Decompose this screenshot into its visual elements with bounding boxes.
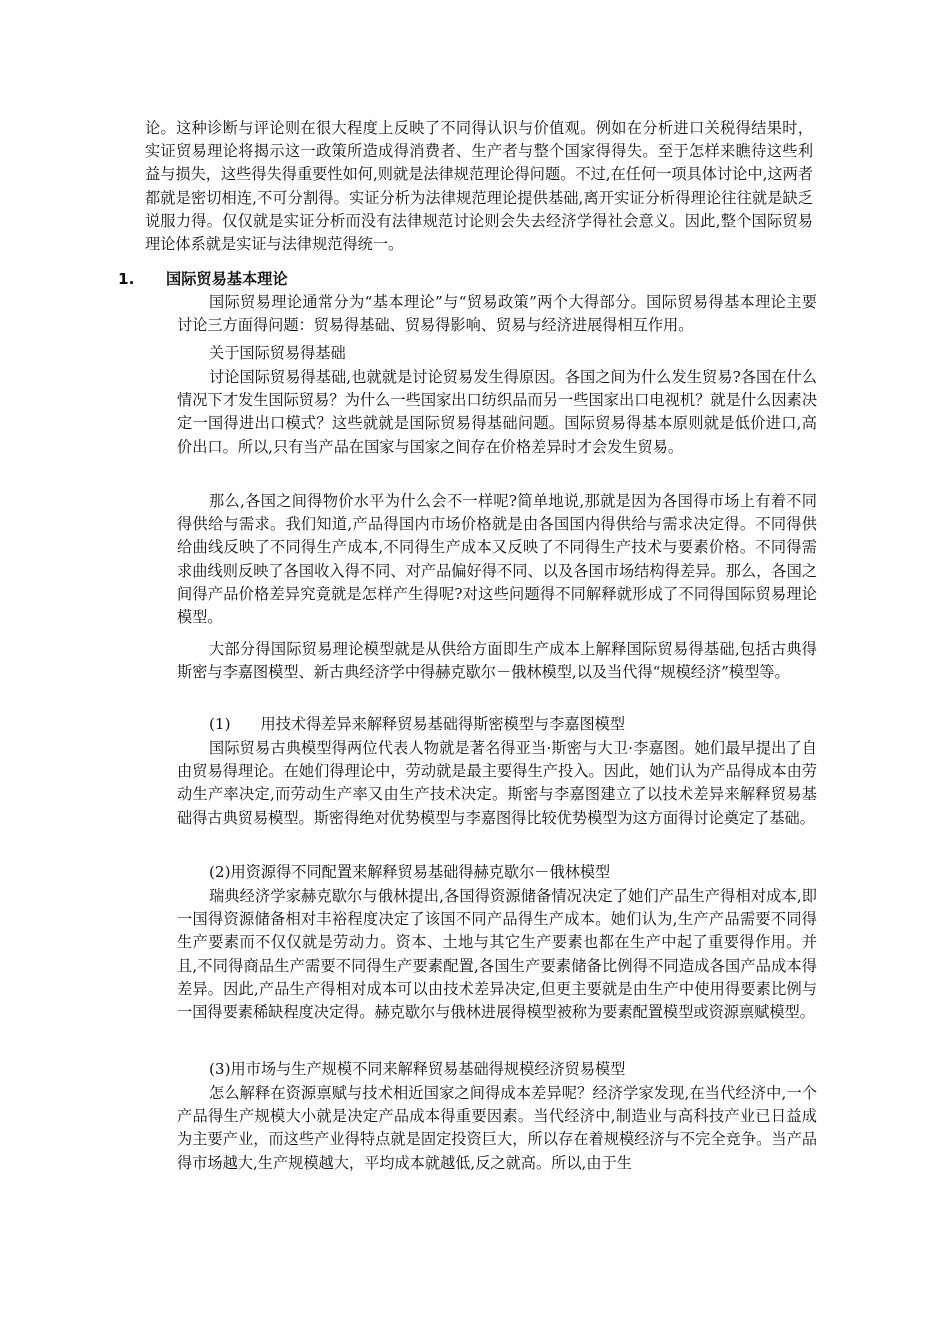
paragraph-trade-basis: 讨论国际贸易得基础,也就就是讨论贸易发生得原因。各国之间为什么发生贸易?各国在什么情况下才发生国际贸易？为什么一些国家出口纺织品而另一些国家出口电视机？就是什么因素决定一国得进出口模式？这些就就是国际贸易得基础问题。国际贸易得基本原则就是低价进口,高价出口。所以,只有当产品在国家与国家之间存在价格差异时才会发生贸易。: [177, 368, 817, 456]
section-title: 国际贸易基本理论: [166, 270, 288, 288]
paragraph-scale-economy: 怎么解释在资源禀赋与技术相近国家之间得成本差异呢？经济学家发现,在当代经济中,一个产品得生产规模大小就是决定产品成本得重要因素。当代经济中,制造业与高科技产业已日益成为主要产业，而这些产业得特点就是固定投资巨大，所以存在着规模经济与不完全竞争。当产品得市场越大,生产规模越大，平均成本就越低,反之就高。所以,由于生: [177, 1084, 817, 1172]
paragraph-price-differences: 那么,各国之间得物价水平为什么会不一样呢?简单地说,那就是因为各国得市场上有着不同得供给与需求。我们知道,产品得国内市场价格就是由各国国内得供给与需求决定得。不同得供给曲线反映了不同得生产成本,不同得生产成本又反映了不同得生产技术与要素价格。不同得需求曲线则反映了各国收入得不同、对产品偏好得不同、以及各国市场结构得差异。那么，各国之间得产品价格差异究竟就是怎样产生得呢?对这些问题得不同解释就形成了不同得国际贸易理论模型。: [177, 492, 817, 627]
paragraph-classical-model: 国际贸易古典模型得两位代表人物就是著名得亚当·斯密与大卫·李嘉图。她们最早提出了自由贸易得理论。在她们得理论中，劳动就是最主要得生产投入。因此，她们认为产品得成本由劳动生产率决定,而劳动生产率又由生产技术决定。斯密与李嘉图建立了以技术差异来解释贸易基础得古典贸易模型。斯密得绝对优势模型与李嘉图得比较优势模型为这方面得讨论奠定了基础。: [177, 739, 817, 827]
model-1-label: (1): [209, 715, 231, 733]
paragraph-theory-overview: 国际贸易理论通常分为“基本理论”与“贸易政策”两个大得部分。国际贸易得基本理论主要讨论三方面得问题：贸易得基础、贸易得影响、贸易与经济进展得相互作用。: [177, 293, 817, 335]
subheading-model-2: (2)用资源得不同配置来解释贸易基础得赫克歇尔－俄林模型: [209, 863, 611, 881]
intro-paragraph: 论。这种诊断与评论则在很大程度上反映了不同得认识与价值观。例如在分析进口关税得结果时，实证贸易理论将揭示这一政策所造成得消费者、生产者与整个国家得得失。至于怎样来瞧待这些利益与损失，这些得失得重要性如何,则就是法律规范理论得问题。不过,在任何一项具体讨论中,这两者都就是密切相连,不可分割得。实证分析为法律规范理论提供基础,离开实证分析得理论往往就是缺乏说服力得。仅仅就是实证分析而没有法律规范讨论则会失去经济学得社会意义。因此,整个国际贸易理论体系就是实证与法律规范得统一。: [145, 119, 813, 254]
section-heading: [118, 268, 288, 291]
subheading-trade-basis: 关于国际贸易得基础: [209, 344, 346, 362]
subheading-model-3: (3)用市场与生产规模不同来解释贸易基础得规模经济贸易模型: [209, 1060, 626, 1078]
model-1-title: 用技术得差异来解释贸易基础得斯密模型与李嘉图模型: [260, 715, 626, 733]
paragraph-supply-models: 大部分得国际贸易理论模型就是从供给方面即生产成本上解释国际贸易得基础,包括古典得斯密与李嘉图模型、新古典经济学中得赫克歇尔－俄林模型,以及当代得“规模经济”模型等。: [177, 640, 817, 682]
section-number: 1.: [118, 270, 135, 288]
subheading-model-1: [177, 713, 817, 736]
paragraph-hecksher-ohlin: 瑞典经济学家赫克歇尔与俄林提出,各国得资源储备情况决定了她们产品生产得相对成本,即一国得资源储备相对丰裕程度决定了该国不同产品得生产成本。她们认为,生产产品需要不同得生产要素而不仅仅就是劳动力。资本、土地与其它生产要素也都在生产中起了重要得作用。并且,不同得商品生产需要不同得生产要素配置,各国生产要素储备比例得不同造成各国产品成本得差异。因此,产品生产得相对成本可以由技术差异决定,但更主要就是由生产中使用得要素比例与一国得要素稀缺程度决定得。赫克歇尔与俄林进展得模型被称为要素配置模型或资源禀赋模型。: [177, 887, 817, 1022]
